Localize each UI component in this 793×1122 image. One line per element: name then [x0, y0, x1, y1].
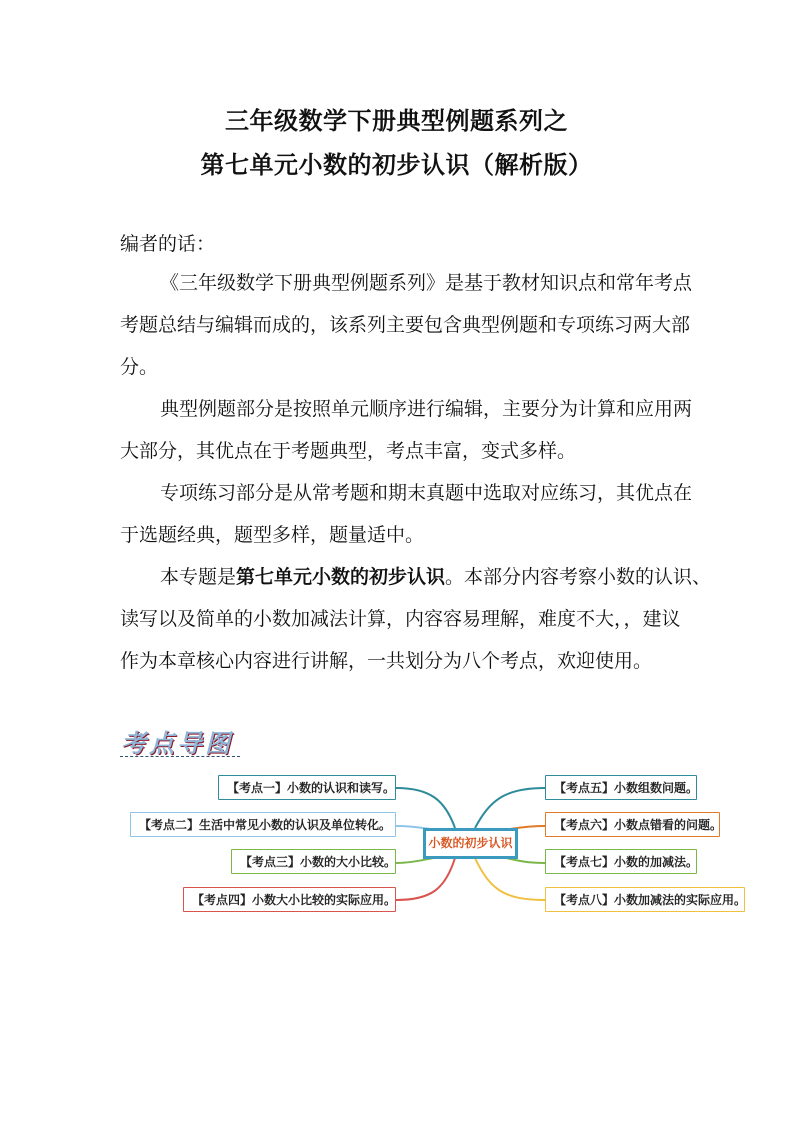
mindmap-node-6: 【考点六】小数点错看的问题。 [545, 812, 720, 837]
mindmap-title: 考点导图 [121, 729, 234, 758]
mindmap-node-4: 【考点四】小数大小比较的实际应用。 [183, 887, 396, 912]
mindmap-node-5: 【考点五】小数组数问题。 [545, 775, 697, 800]
preface-heading: 编者的话： [120, 233, 216, 255]
preface-p2-line2: 大部分，其优点在于考题典型，考点丰富，变式多样。 [120, 440, 577, 462]
mindmap-node-7: 【考点七】小数的加减法。 [545, 849, 697, 874]
p4-prefix: 本专题是 [160, 566, 237, 588]
mindmap-node-8: 【考点八】小数加减法的实际应用。 [545, 887, 745, 912]
preface-p1-line3: 分。 [120, 356, 159, 378]
preface-p3-line1: 专项练习部分是从常考题和期末真题中选取对应练习，其优点在 [160, 482, 693, 504]
mindmap-center-node: 小数的初步认识 [423, 828, 518, 859]
preface-p3-line2: 于选题经典，题型多样，题量适中。 [120, 524, 425, 546]
mindmap-node-1: 【考点一】小数的认识和读写。 [218, 775, 396, 800]
p4-suffix: 。本部分内容考察小数的认识、 [445, 566, 712, 588]
p4-bold-topic: 第七单元小数的初步认识 [236, 566, 446, 588]
mindmap-node-2: 【考点二】生活中常见小数的认识及单位转化。 [130, 812, 396, 837]
preface-p2-line1: 典型例题部分是按照单元顺序进行编辑，主要分为计算和应用两 [160, 398, 693, 420]
mindmap-node-3: 【考点三】小数的大小比较。 [231, 849, 396, 874]
preface-p1-line2: 考题总结与编辑而成的，该系列主要包含典型例题和专项练习两大部 [120, 314, 691, 336]
document-title-line2: 第七单元小数的初步认识（解析版） [200, 151, 593, 179]
preface-p4-line3: 作为本章核心内容进行讲解，一共划分为八个考点，欢迎使用。 [120, 650, 653, 672]
preface-p4-line2: 读写以及简单的小数加减法计算，内容容易理解，难度不大，，建议 [120, 608, 681, 630]
document-title-line1: 三年级数学下册典型例题系列之 [225, 107, 568, 135]
preface-p1-line1: 《三年级数学下册典型例题系列》是基于教材知识点和常年考点 [160, 272, 693, 294]
